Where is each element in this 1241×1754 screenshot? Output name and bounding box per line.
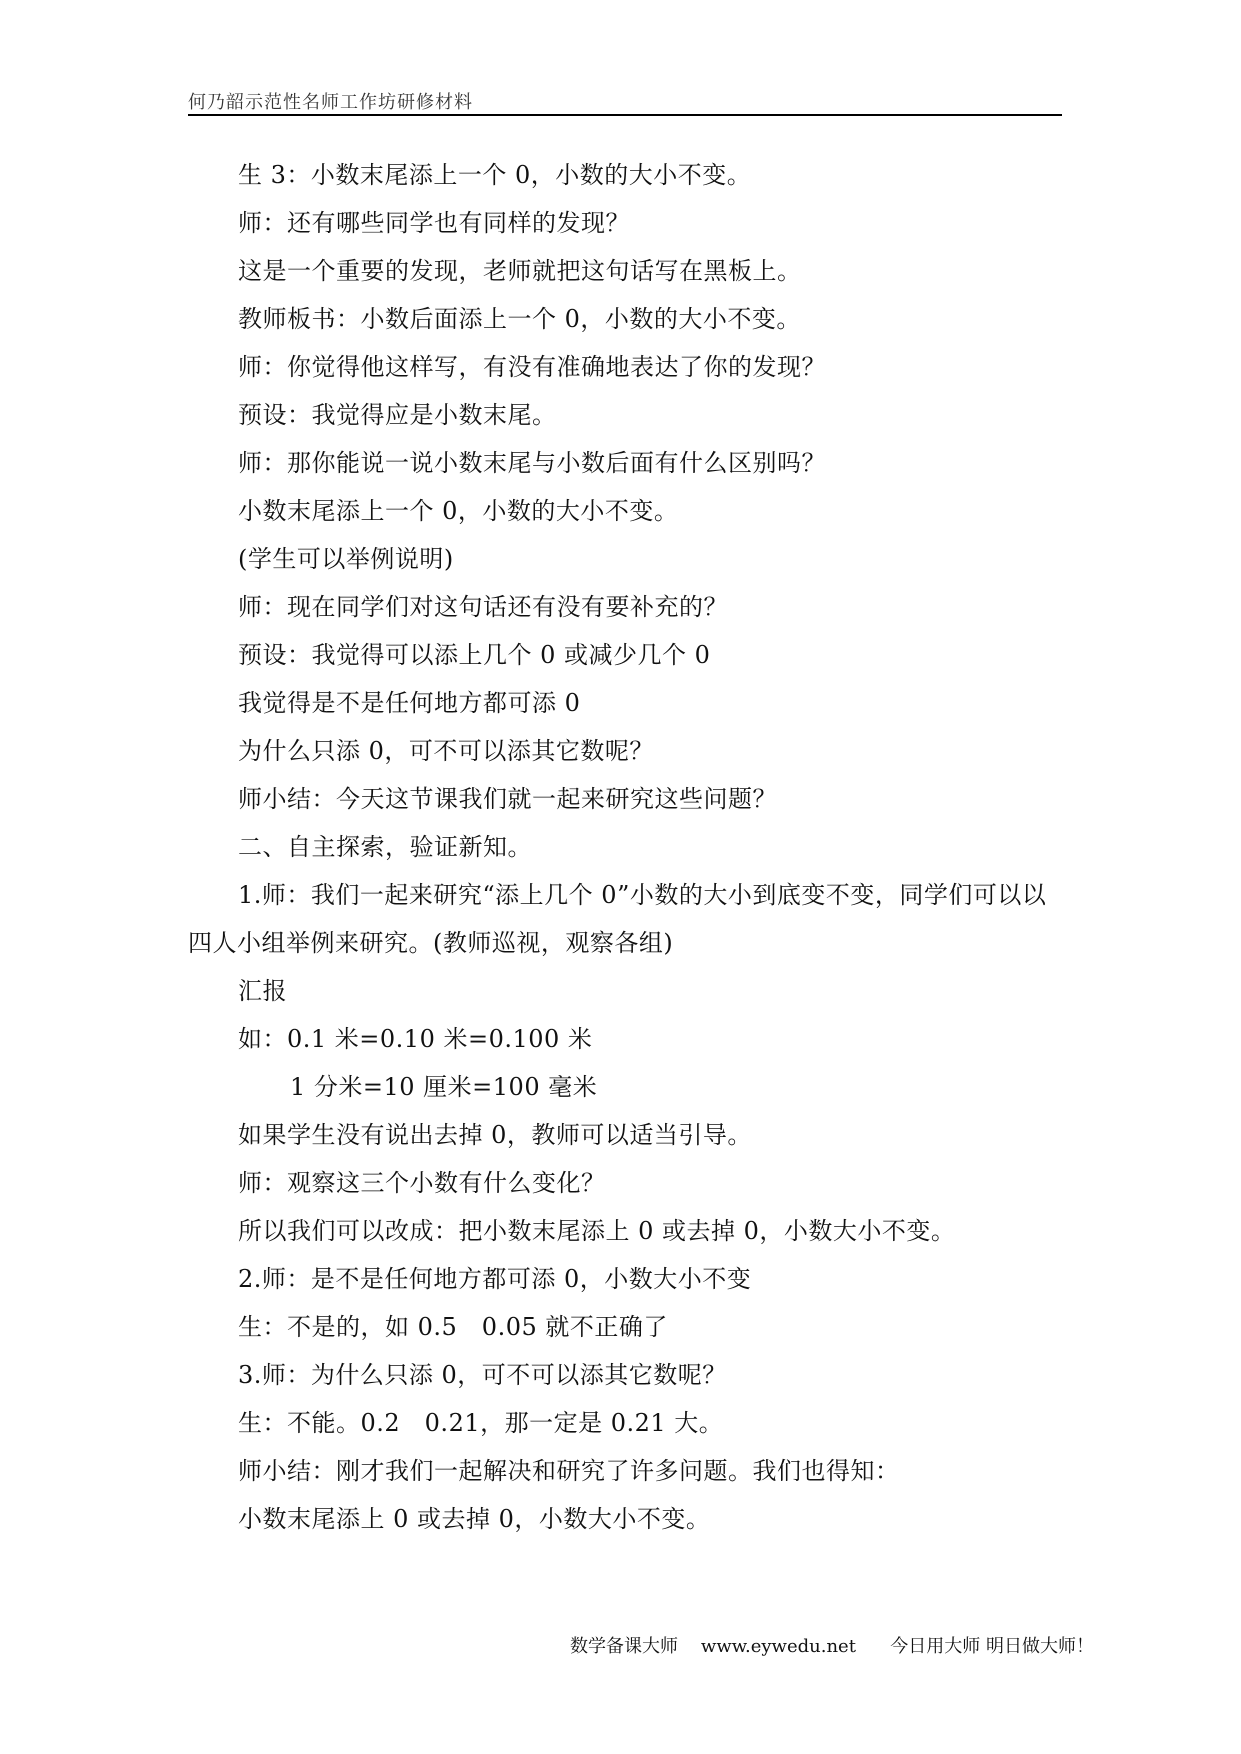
text-line: 所以我们可以改成：把小数末尾添上 0 或去掉 0，小数大小不变。 (238, 1217, 956, 1245)
text-line: 生 3：小数末尾添上一个 0，小数的大小不变。 (238, 161, 752, 189)
text-line: 如果学生没有说出去掉 0，教师可以适当引导。 (238, 1121, 752, 1149)
text-line: 汇报 (238, 977, 287, 1005)
text-line: 为什么只添 0，可不可以添其它数呢？ (238, 737, 654, 765)
text-line: 师：那你能说一说小数末尾与小数后面有什么区别吗？ (238, 449, 826, 477)
text-line: 我觉得是不是任何地方都可添 0 (238, 689, 581, 717)
text-line: 师小结：今天这节课我们就一起来研究这些问题？ (238, 785, 777, 813)
text-line: 这是一个重要的发现，老师就把这句话写在黑板上。 (238, 257, 802, 285)
footer-url[interactable]: www.eywedu.net (700, 1636, 856, 1657)
text-line: 生：不能。0.2 0.21，那一定是 0.21 大。 (238, 1409, 724, 1437)
header-title: 何乃韶示范性名师工作坊研修材料 (188, 92, 473, 113)
text-line: 四人小组举例来研究。(教师巡视，观察各组) (188, 929, 674, 957)
page-footer (570, 1632, 1095, 1658)
page-header (188, 86, 1062, 116)
text-line: 预设：我觉得可以添上几个 0 或减少几个 0 (238, 641, 711, 669)
text-line: 师：你觉得他这样写，有没有准确地表达了你的发现？ (238, 353, 826, 381)
text-line: 3.师：为什么只添 0，可不可以添其它数呢？ (238, 1361, 727, 1389)
text-line: 如：0.1 米=0.10 米=0.100 米 (238, 1025, 593, 1053)
text-line: 小数末尾添上 0 或去掉 0，小数大小不变。 (238, 1505, 711, 1533)
text-line: 生：不是的，如 0.5 0.05 就不正确了 (238, 1313, 668, 1341)
footer-site-name: 数学备课大师 (570, 1636, 678, 1657)
section-heading: 二、自主探索，验证新知。 (238, 833, 532, 861)
text-line: 2.师：是不是任何地方都可添 0，小数大小不变 (238, 1265, 752, 1293)
text-line: 预设：我觉得应是小数末尾。 (238, 401, 557, 429)
footer-slogan: 今日用大师 明日做大师！ (890, 1636, 1095, 1657)
header-divider (188, 114, 1062, 116)
text-line: (学生可以举例说明) (238, 545, 454, 573)
text-line: 师：观察这三个小数有什么变化？ (238, 1169, 606, 1197)
text-line: 1.师：我们一起来研究“添上几个 0”小数的大小到底变不变，同学们可以以 (238, 881, 1047, 909)
text-line: 师：还有哪些同学也有同样的发现？ (238, 209, 630, 237)
text-line: 师：现在同学们对这句话还有没有要补充的？ (238, 593, 728, 621)
text-line: 师小结：刚才我们一起解决和研究了许多问题。我们也得知： (238, 1457, 900, 1485)
text-line: 小数末尾添上一个 0，小数的大小不变。 (238, 497, 679, 525)
text-line: 1 分米=10 厘米=100 毫米 (290, 1073, 598, 1101)
text-line: 教师板书：小数后面添上一个 0，小数的大小不变。 (238, 305, 801, 333)
